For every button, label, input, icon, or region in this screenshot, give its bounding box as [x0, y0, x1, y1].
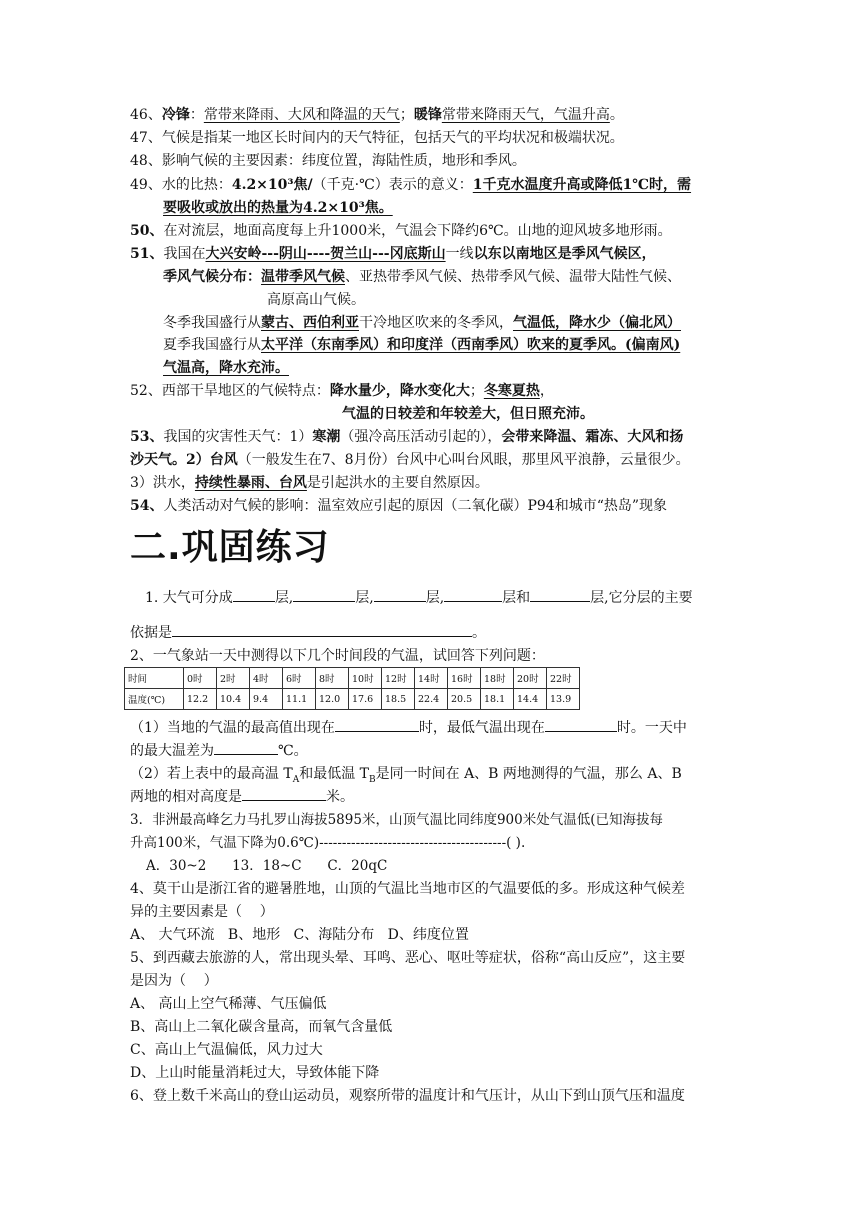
text: ，	[539, 383, 554, 399]
time-cell: 0时	[184, 668, 217, 689]
answer-blank[interactable]	[530, 587, 590, 602]
temp-cell: 17.6	[349, 689, 382, 710]
temp-cell: 22.4	[415, 689, 448, 710]
cold-wave: 寒潮	[312, 429, 341, 445]
item-47: 47、气候是指某一地区长时间内的天气特征，包括天气的平均状况和极端状况。	[130, 130, 624, 146]
question-2-part1-line2	[130, 740, 750, 761]
temp-cell: 18.1	[481, 689, 514, 710]
question-5-line1: 5、到西藏去旅游的人，常出现头晕、耳鸣、恶心、呕吐等症状，俗称“高山反应”，这主要	[130, 950, 686, 966]
temp-cell: 10.4	[217, 689, 250, 710]
winter-features: 气温低，降水少（偏北风）	[513, 315, 681, 331]
flood-causes: 持续性暴雨、台风	[194, 475, 307, 491]
time-cell: 8时	[316, 668, 349, 689]
question-2-part1-line1	[130, 717, 750, 738]
text: 季风气候分布：	[163, 269, 261, 285]
item-number: 51、	[130, 246, 164, 262]
question-6-line1: 6、登上数千米高山的登山运动员，观察所带的温度计和气压计，从山下到山顶气压和温度	[130, 1088, 685, 1104]
question-2-intro: 2、一气象站一天中测得以下几个时间段的气温，试回答下列问题：	[130, 648, 545, 664]
time-cell: 22时	[547, 668, 580, 689]
text: 。	[472, 625, 486, 641]
time-cell: 10时	[349, 668, 382, 689]
text: ；	[469, 383, 484, 399]
subscript: A	[292, 774, 300, 785]
item-52-line1	[130, 381, 750, 401]
text: 和最低温 T	[299, 766, 369, 782]
item-number: 53、	[130, 429, 164, 445]
row-header-time: 时间	[125, 668, 184, 689]
temperate-monsoon: 温带季风气候	[261, 269, 345, 285]
item-text: 人类活动对气候的影响：温室效应引起的原因（二氧化碳）P94和城市“热岛”现象	[163, 498, 668, 514]
monsoon-region: 以东以南地区是季风气候区，	[473, 246, 656, 262]
item-51-line1	[130, 244, 750, 264]
answer-blank[interactable]	[335, 717, 419, 732]
cold-wave-effects: 会带来降温、霜冻、大风和扬	[501, 429, 684, 445]
temp-feature: 冬寒夏热	[483, 383, 540, 399]
time-cell: 12时	[382, 668, 415, 689]
question-3-line2: 升高100米，气温下降为0.6℃)-----------------------------------------( ).	[130, 835, 526, 851]
question-5-line2: 是因为（ ）	[130, 973, 218, 989]
text: 3）洪水，	[130, 475, 195, 491]
time-cell: 14时	[415, 668, 448, 689]
typhoon-desc: （一般发生在7、8月份）台风中心叫台风眼，那里风平浪静，云量很少。	[237, 452, 690, 468]
item-53-line2	[130, 450, 750, 470]
question-1-line1	[145, 587, 745, 608]
text: 水的比热：	[161, 177, 232, 193]
question-5-option-d: D、上山时能量消耗过大，导致体能下降	[130, 1065, 380, 1081]
item-46	[130, 105, 750, 125]
text: （1）当地的气温的最高值出现在	[130, 720, 335, 736]
meaning-text: 1千克水温度升高或降低1℃时，需	[472, 177, 692, 193]
period: 。	[609, 107, 624, 123]
answer-blank[interactable]	[444, 587, 502, 602]
text: 干冷地区吹来的冬季风，	[359, 315, 513, 331]
item-54	[130, 496, 750, 516]
text: 层,	[274, 590, 294, 606]
summer-features: 气温高，降水充沛。	[163, 360, 289, 376]
item-51-line2	[163, 267, 753, 287]
question-5-option-a: A、 高山上空气稀薄、气压偏低	[130, 996, 327, 1012]
text: 层,它分层的主要	[590, 590, 693, 606]
table-row	[125, 668, 580, 689]
summer-source: 太平洋（东南季风）和印度洋（西南季风）吹来的夏季风。(偏南风)	[261, 337, 681, 353]
winter-source: 蒙古、西伯利亚	[261, 315, 359, 331]
warm-front-desc: 常带来降雨天气，气温升高	[441, 107, 610, 123]
question-4-line2: 异的主要因素是（ ）	[130, 904, 274, 920]
answer-blank[interactable]	[293, 587, 355, 602]
cold-front-desc: 常带来降雨、大风和降温的天气	[203, 107, 400, 123]
text: 层和	[502, 590, 531, 606]
table-row	[125, 689, 580, 710]
warm-front-term: 暖锋	[413, 107, 442, 123]
temp-cell: 11.1	[283, 689, 316, 710]
question-3-line1: 3．非洲最高峰乞力马扎罗山海拔5895米，山顶气温比同纬度900米处气温低(已知海拔每	[130, 812, 663, 828]
cold-front-term: 冷锋	[161, 107, 190, 123]
item-49-line2	[163, 198, 743, 218]
question-2-part2-line2	[130, 786, 750, 807]
text: 两地的相对高度是	[130, 789, 242, 805]
text: 时。一天中	[616, 720, 687, 736]
text: 米。	[326, 789, 354, 805]
subscript: B	[369, 774, 376, 785]
text: 的最大温差为	[130, 743, 214, 759]
temperature-table	[124, 667, 580, 710]
answer-blank[interactable]	[242, 786, 326, 801]
text: 冬季我国盛行从	[163, 315, 261, 331]
answer-blank[interactable]	[374, 587, 426, 602]
time-cell: 6时	[283, 668, 316, 689]
text: ℃。	[278, 743, 308, 759]
section-heading: 二.巩固练习	[130, 527, 330, 568]
question-5-option-b: B、高山上二氧化碳含量高，而氧气含量低	[130, 1019, 393, 1035]
question-4-options: A、 大气环流 B、地形 C、海陆分布 D、纬度位置	[130, 927, 469, 943]
temp-cell: 20.5	[448, 689, 481, 710]
item-number: 54、	[130, 498, 164, 514]
answer-blank[interactable]	[214, 740, 278, 755]
item-53-line3	[130, 473, 750, 493]
text: 52、西部干旱地区的气候特点：	[130, 383, 330, 399]
item-number: 50、	[130, 223, 164, 239]
precip-feature: 降水量少，降水变化大	[329, 383, 470, 399]
temp-cell: 12.0	[316, 689, 349, 710]
time-cell: 4时	[250, 668, 283, 689]
item-52-line2: 气温的日较差和年较差大，但日照充沛。	[342, 406, 594, 422]
answer-blank[interactable]	[233, 587, 275, 602]
temp-cell: 14.4	[514, 689, 547, 710]
question-3-options: A．30~2 13．18~C C．20qC	[146, 858, 388, 874]
item-49-line1	[130, 175, 750, 195]
item-text: 在对流层，地面高度每上升1000米，气温会下降约6℃。山地的迎风坡多地形雨。	[163, 223, 672, 239]
item-number: 49、	[130, 177, 162, 193]
text: 依据是	[130, 625, 172, 641]
text: 一线	[445, 246, 474, 262]
text: 夏季我国盛行从	[163, 337, 261, 353]
time-cell: 2时	[217, 668, 250, 689]
meaning-text-cont: 要吸收或放出的热量为4.2×10³焦。	[163, 200, 393, 216]
temp-cell: 18.5	[382, 689, 415, 710]
climate-list: 、亚热带季风气候、热带季风气候、温带大陆性气候、	[345, 269, 681, 285]
temp-cell: 12.2	[184, 689, 217, 710]
text: 是同一时间在 A、B 两地测得的气温，那么 A、B	[375, 766, 682, 782]
answer-blank[interactable]	[172, 622, 472, 637]
text: （强冷高压活动引起的），	[340, 429, 502, 445]
question-5-option-c: C、高山上气温偏低，风力过大	[130, 1042, 323, 1058]
specific-heat-value: 4.2×10³焦/	[231, 177, 313, 193]
row-header-temp: 温度(℃)	[125, 689, 184, 710]
temp-cell: 13.9	[547, 689, 580, 710]
item-51-line6	[163, 358, 463, 378]
boundary-line: 大兴安岭---阴山----贺兰山---冈底斯山	[205, 246, 446, 262]
text: （千克·℃）表示的意义：	[312, 177, 473, 193]
temp-cell: 9.4	[250, 689, 283, 710]
item-48: 48、影响气候的主要因素：纬度位置，海陆性质，地形和季风。	[130, 153, 526, 169]
item-51-line4	[163, 313, 753, 333]
item-53-line1	[130, 427, 750, 447]
time-cell: 16时	[448, 668, 481, 689]
item-51-line5	[163, 335, 753, 355]
semicolon: ；	[399, 107, 414, 123]
item-51-line3: 高原高山气候。	[267, 292, 365, 308]
text: （2）若上表中的最高温 T	[130, 766, 293, 782]
text: 是引起洪水的主要自然原因。	[306, 475, 489, 491]
time-cell: 18时	[481, 668, 514, 689]
text: 我国的灾害性天气：1）	[163, 429, 313, 445]
text: 我国在	[163, 246, 206, 262]
answer-blank[interactable]	[545, 717, 617, 732]
colon: ：	[189, 107, 204, 123]
item-50	[130, 221, 750, 241]
text: 层,	[425, 590, 445, 606]
item-number: 46、	[130, 107, 162, 123]
text: 1. 大气可分成	[145, 590, 233, 606]
text: 时，最低气温出现在	[418, 720, 545, 736]
time-cell: 20时	[514, 668, 547, 689]
question-4-line1: 4、莫干山是浙江省的避暑胜地，山顶的气温比当地市区的气温要低的多。形成这种气候差	[130, 881, 685, 897]
typhoon: 沙天气。2）台风	[130, 452, 238, 468]
text: 层,	[355, 590, 374, 606]
question-1-line2	[130, 622, 750, 643]
